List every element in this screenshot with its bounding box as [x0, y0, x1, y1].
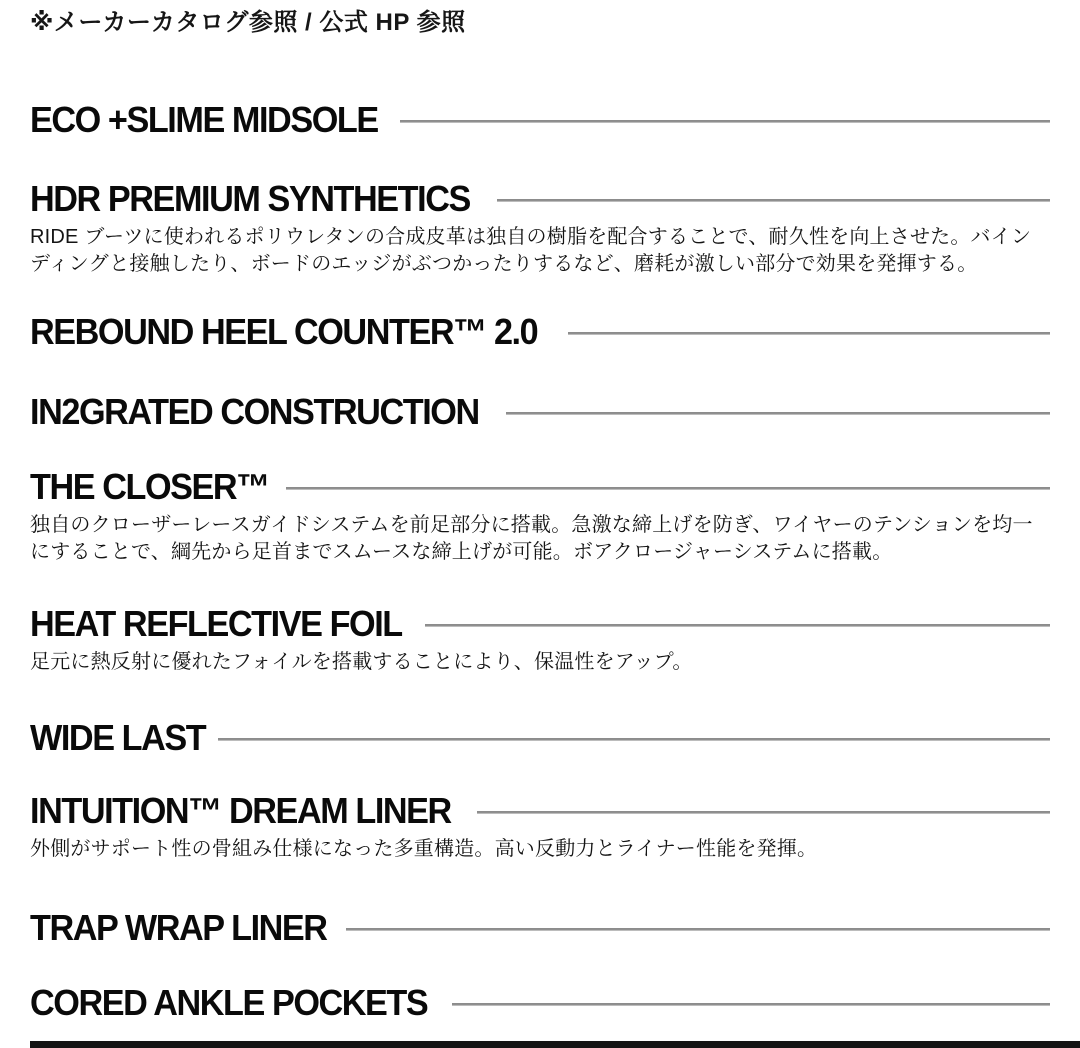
feature-description: 独自のクローザーレースガイドシステムを前足部分に搭載。急激な締上げを防ぎ、ワイヤーのテンションを均一にすることで、綱先から足首までスムースな締上げが可能。ボアクロージャーシステムに搭載。 — [30, 514, 1033, 563]
feature-title: CORED ANKLE POCKETS — [30, 982, 428, 1023]
feature-divider-line — [286, 487, 1050, 490]
feature-description: 外側がサポート性の骨組み仕様になった多重構造。高い反動力とライナー性能を発揮。 — [30, 838, 818, 860]
feature-title: REBOUND HEEL COUNTER™ 2.0 — [30, 311, 538, 352]
feature-heading-row — [30, 603, 1050, 644]
feature-title: INTUITION™ DREAM LINER — [30, 790, 451, 831]
feature-title: ECO +SLIME MIDSOLE — [30, 99, 378, 140]
reference-note: ※メーカーカタログ参照 / 公式 HP 参照 — [30, 9, 466, 36]
feature-title: HDR PREMIUM SYNTHETICS — [30, 178, 470, 219]
feature-heading-row — [30, 790, 1050, 831]
feature-heading-row — [30, 466, 1050, 507]
feature-section — [30, 603, 1050, 676]
feature-description: RIDE ブーツに使われるポリウレタンの合成皮革は独自の樹脂を配合することで、耐久性を向上させた。バインディングと接触したり、ボードのエッジがぶつかったりするなど、磨耗が激しい部分で効果を発揮する。 — [30, 226, 1032, 275]
feature-divider-line — [218, 738, 1050, 741]
feature-divider-line — [477, 811, 1050, 814]
feature-title: TRAP WRAP LINER — [30, 907, 327, 948]
feature-title: IN2GRATED CONSTRUCTION — [30, 391, 479, 432]
feature-heading-row — [30, 717, 1050, 758]
feature-section — [30, 982, 1050, 1023]
feature-section — [30, 907, 1050, 948]
feature-heading-row — [30, 311, 1050, 352]
feature-list — [30, 99, 1050, 1023]
feature-section — [30, 311, 1050, 352]
feature-heading-row — [30, 99, 1050, 140]
feature-description: 足元に熱反射に優れたフォイルを搭載することにより、保温性をアップ。 — [30, 651, 693, 673]
feature-divider-line — [506, 412, 1050, 415]
feature-divider-line — [497, 199, 1050, 202]
feature-heading-row — [30, 982, 1050, 1023]
feature-heading-row — [30, 178, 1050, 219]
feature-title: THE CLOSER™ — [30, 466, 269, 507]
feature-section — [30, 178, 1050, 278]
feature-divider-line — [452, 1003, 1050, 1006]
feature-section — [30, 466, 1050, 566]
feature-title: HEAT REFLECTIVE FOIL — [30, 603, 402, 644]
feature-section — [30, 790, 1050, 863]
feature-divider-line — [400, 120, 1050, 123]
feature-section — [30, 391, 1050, 432]
feature-section — [30, 717, 1050, 758]
feature-divider-line — [568, 332, 1050, 335]
bottom-bar — [30, 1041, 1080, 1048]
feature-title: WIDE LAST — [30, 717, 206, 758]
feature-heading-row — [30, 907, 1050, 948]
feature-section — [30, 99, 1050, 140]
feature-heading-row — [30, 391, 1050, 432]
feature-divider-line — [425, 624, 1050, 627]
feature-divider-line — [346, 928, 1050, 931]
